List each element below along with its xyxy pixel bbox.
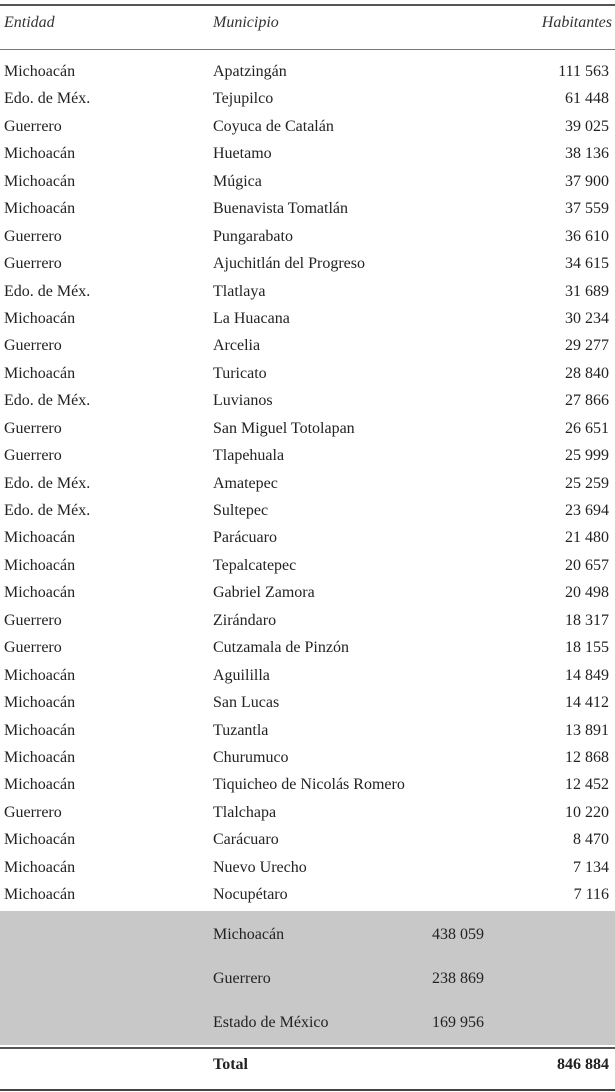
total-label: Total	[213, 1056, 248, 1073]
cell-municipio: Múgica	[213, 172, 262, 190]
subtotals-panel	[0, 911, 615, 1045]
cell-entidad: Michoacán	[4, 200, 76, 218]
table-row	[0, 85, 615, 112]
table-row	[0, 415, 615, 442]
cell-municipio: Amatepec	[213, 474, 278, 492]
table-row	[0, 113, 615, 140]
cell-entidad: Michoacán	[4, 172, 76, 190]
subtotal-row	[0, 923, 615, 947]
cell-habitantes: 36 610	[565, 227, 609, 245]
cell-entidad: Michoacán	[4, 666, 76, 684]
subtotal-label: Michoacán	[213, 926, 285, 943]
cell-entidad: Michoacán	[4, 556, 76, 574]
table-row	[0, 387, 615, 414]
cell-habitantes: 37 900	[565, 172, 609, 190]
table-row	[0, 360, 615, 387]
table-row	[0, 332, 615, 359]
cell-entidad: Guerrero	[4, 447, 62, 465]
cell-habitantes: 7 134	[573, 858, 609, 876]
header-habitantes: Habitantes	[541, 14, 612, 31]
cell-entidad: Guerrero	[4, 611, 62, 629]
table-row	[0, 771, 615, 798]
cell-municipio: Tejupilco	[213, 90, 274, 108]
cell-habitantes: 14 849	[565, 666, 609, 684]
cell-habitantes: 21 480	[565, 529, 609, 547]
cell-habitantes: 23 694	[565, 502, 609, 519]
cell-entidad: Michoacán	[4, 858, 76, 876]
table-row	[0, 524, 615, 551]
table-row	[0, 717, 615, 744]
cell-municipio: Luvianos	[213, 392, 273, 410]
cell-municipio: Tlatlaya	[213, 282, 266, 300]
cell-municipio: Tepalcatepec	[213, 556, 297, 574]
header-entidad: Entidad	[4, 14, 55, 31]
cell-habitantes: 27 866	[565, 392, 609, 410]
summary-bottom-rule	[0, 1047, 615, 1049]
table-row	[0, 881, 615, 908]
table-row	[0, 58, 615, 85]
cell-municipio: Arcelia	[213, 337, 261, 355]
subtotal-label: Guerrero	[213, 970, 271, 987]
cell-habitantes: 37 559	[565, 200, 609, 218]
cell-entidad: Michoacán	[4, 694, 76, 712]
cell-habitantes: 20 498	[565, 584, 609, 602]
cell-entidad: Michoacán	[4, 145, 76, 163]
cell-municipio: Cutzamala de Pinzón	[213, 639, 349, 657]
cell-entidad: Edo. de Méx.	[4, 474, 91, 492]
cell-entidad: Edo. de Méx.	[4, 392, 91, 410]
cell-municipio: Turicato	[213, 364, 267, 382]
cell-habitantes: 39 025	[565, 117, 609, 135]
top-rule	[0, 4, 615, 6]
cell-municipio: Tlalchapa	[213, 803, 277, 821]
table-row	[0, 579, 615, 606]
table-row	[0, 305, 615, 332]
cell-habitantes: 12 452	[565, 776, 609, 794]
cell-habitantes: 26 651	[565, 419, 609, 437]
cell-habitantes: 14 412	[565, 694, 609, 712]
cell-entidad: Michoacán	[4, 63, 76, 80]
cell-municipio: Parácuaro	[213, 529, 277, 547]
cell-habitantes: 28 840	[565, 364, 609, 382]
cell-entidad: Michoacán	[4, 721, 76, 739]
total-value: 846 884	[557, 1056, 609, 1073]
table-row	[0, 689, 615, 716]
cell-habitantes: 10 220	[565, 803, 609, 821]
cell-entidad: Michoacán	[4, 776, 76, 794]
cell-municipio: Apatzingán	[213, 63, 287, 80]
cell-municipio: Gabriel Zamora	[213, 584, 315, 602]
table-row	[0, 497, 615, 524]
table-row	[0, 278, 615, 305]
subtotal-value: 169 956	[432, 1014, 484, 1031]
cell-entidad: Guerrero	[4, 337, 62, 355]
cell-habitantes: 30 234	[565, 309, 609, 327]
cell-habitantes: 29 277	[565, 337, 609, 355]
subtotal-label: Estado de México	[213, 1014, 329, 1031]
cell-municipio: San Miguel Totolapan	[213, 419, 355, 437]
cell-habitantes: 7 116	[573, 886, 609, 904]
subtotal-value: 238 869	[432, 970, 484, 987]
cell-entidad: Michoacán	[4, 529, 76, 547]
cell-habitantes: 38 136	[565, 145, 609, 163]
table-row	[0, 442, 615, 469]
cell-habitantes: 8 470	[573, 831, 609, 849]
cell-municipio: Churumuco	[213, 748, 289, 766]
cell-entidad: Michoacán	[4, 309, 76, 327]
table-row	[0, 634, 615, 661]
cell-entidad: Michoacán	[4, 831, 76, 849]
cell-municipio: Tlapehuala	[213, 447, 285, 465]
table-row	[0, 195, 615, 222]
subtotal-value: 438 059	[432, 926, 484, 943]
table-row	[0, 744, 615, 771]
cell-municipio: Ajuchitlán del Progreso	[213, 255, 365, 273]
cell-entidad: Edo. de Méx.	[4, 90, 91, 108]
cell-municipio: Zirándaro	[213, 611, 277, 629]
cell-entidad: Michoacán	[4, 364, 76, 382]
cell-municipio: Tuzantla	[213, 721, 269, 739]
cell-habitantes: 12 868	[565, 748, 609, 766]
table-row	[0, 552, 615, 579]
cell-entidad: Guerrero	[4, 227, 62, 245]
cell-habitantes: 18 155	[565, 639, 609, 657]
table-row	[0, 140, 615, 167]
cell-habitantes: 25 999	[565, 447, 609, 465]
subtotal-row	[0, 1011, 615, 1035]
bottom-rule	[0, 1089, 615, 1091]
table-row	[0, 662, 615, 689]
cell-habitantes: 111 563	[558, 63, 609, 80]
cell-municipio: Buenavista Tomatlán	[213, 200, 348, 218]
table-row	[0, 607, 615, 634]
header-rule	[0, 49, 615, 50]
table-row	[0, 168, 615, 195]
cell-entidad: Edo. de Méx.	[4, 502, 91, 519]
cell-habitantes: 25 259	[565, 474, 609, 492]
cell-entidad: Guerrero	[4, 419, 62, 437]
cell-municipio: Coyuca de Catalán	[213, 117, 334, 135]
cell-municipio: La Huacana	[213, 309, 290, 327]
cell-municipio: Pungarabato	[213, 227, 293, 245]
table-row	[0, 250, 615, 277]
cell-entidad: Guerrero	[4, 803, 62, 821]
cell-entidad: Guerrero	[4, 639, 62, 657]
cell-municipio: Nocupétaro	[213, 886, 288, 904]
cell-habitantes: 61 448	[565, 90, 609, 108]
header-municipio: Municipio	[213, 14, 279, 31]
cell-habitantes: 18 317	[565, 611, 609, 629]
cell-municipio: Nuevo Urecho	[213, 858, 307, 876]
cell-habitantes: 34 615	[565, 255, 609, 273]
cell-entidad: Michoacán	[4, 886, 76, 904]
table-row	[0, 470, 615, 497]
table-row	[0, 223, 615, 250]
cell-entidad: Edo. de Méx.	[4, 282, 91, 300]
table-body	[0, 58, 615, 909]
cell-municipio: Aguililla	[213, 666, 270, 684]
cell-habitantes: 20 657	[565, 556, 609, 574]
cell-municipio: Tiquicheo de Nicolás Romero	[213, 776, 405, 794]
subtotal-row	[0, 967, 615, 991]
table-row	[0, 854, 615, 881]
cell-habitantes: 31 689	[565, 282, 609, 300]
cell-municipio: Huetamo	[213, 145, 272, 163]
cell-entidad: Michoacán	[4, 584, 76, 602]
cell-habitantes: 13 891	[565, 721, 609, 739]
cell-municipio: Carácuaro	[213, 831, 279, 849]
cell-municipio: Sultepec	[213, 502, 269, 519]
cell-entidad: Guerrero	[4, 255, 62, 273]
cell-entidad: Michoacán	[4, 748, 76, 766]
table-row	[0, 826, 615, 853]
cell-municipio: San Lucas	[213, 694, 280, 712]
cell-entidad: Guerrero	[4, 117, 62, 135]
table-row	[0, 799, 615, 826]
